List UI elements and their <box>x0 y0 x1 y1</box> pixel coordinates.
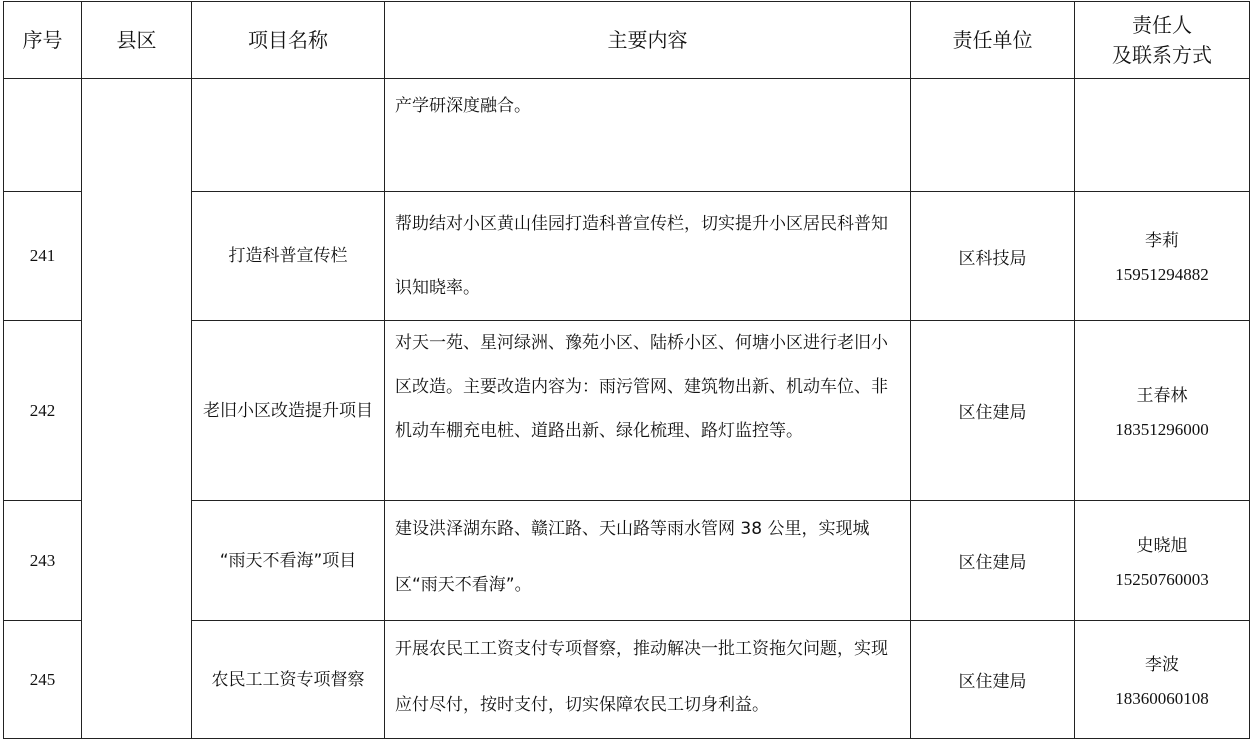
cell-unit: 区住建局 <box>911 501 1075 621</box>
cell-seq: 242 <box>4 321 82 501</box>
cell-seq <box>4 79 82 192</box>
person-phone: 15951294882 <box>1115 265 1209 284</box>
cell-project: 打造科普宣传栏 <box>192 192 385 321</box>
cell-content: 帮助结对小区黄山佳园打造科普宣传栏，切实提升小区居民科普知识知晓率。 <box>385 192 911 321</box>
person-name: 李莉 <box>1145 231 1179 251</box>
cell-person <box>1075 621 1250 739</box>
header-person <box>1075 2 1250 79</box>
cell-seq: 245 <box>4 621 82 739</box>
cell-unit: 区科技局 <box>911 192 1075 321</box>
cell-unit: 区住建局 <box>911 621 1075 739</box>
cell-person <box>1075 321 1250 501</box>
person-name: 李波 <box>1145 654 1179 675</box>
cell-seq: 241 <box>4 192 82 321</box>
cell-unit: 区住建局 <box>911 321 1075 501</box>
cell-person <box>1075 501 1250 621</box>
cell-content: 开展农民工工资支付专项督察，推动解决一批工资拖欠问题，实现应付尽付，按时支付，切实保障农民工切身利益。 <box>385 621 911 739</box>
header-seq: 序号 <box>4 2 82 79</box>
header-person-line1: 责任人 <box>1132 13 1192 37</box>
cell-seq: 243 <box>4 501 82 621</box>
person-phone: 18360060108 <box>1115 688 1209 708</box>
person-name: 史晓旭 <box>1136 535 1188 556</box>
person-name: 王春林 <box>1136 385 1188 406</box>
person-phone: 18351296000 <box>1115 419 1209 439</box>
cell-project: 老旧小区改造提升项目 <box>192 321 385 501</box>
header-unit: 责任单位 <box>911 2 1075 79</box>
cell-county <box>82 79 192 739</box>
header-content: 主要内容 <box>385 2 911 79</box>
cell-project: 农民工工资专项督察 <box>192 621 385 739</box>
cell-person <box>1075 79 1250 192</box>
cell-content: 对天一苑、星河绿洲、豫苑小区、陆桥小区、何塘小区进行老旧小区改造。主要改造内容为：雨污管网、建筑物出新、机动车位、非机动车棚充电桩、道路出新、绿化梳理、路灯监控等。 <box>385 321 911 501</box>
cell-project: “雨天不看海”项目 <box>192 501 385 621</box>
cell-content: 产学研深度融合。 <box>385 79 911 192</box>
header-county: 县区 <box>82 2 192 79</box>
header-project: 项目名称 <box>192 2 385 79</box>
project-table <box>3 1 1250 739</box>
header-person-line2: 及联系方式 <box>1112 43 1212 67</box>
cell-person <box>1075 192 1250 321</box>
table-row <box>4 79 1250 192</box>
cell-content: 建设洪泽湖东路、赣江路、天山路等雨水管网 38 公里，实现城区“雨天不看海”。 <box>385 501 911 621</box>
header-row <box>4 2 1250 79</box>
cell-project <box>192 79 385 192</box>
person-phone: 15250760003 <box>1115 569 1209 589</box>
cell-unit <box>911 79 1075 192</box>
